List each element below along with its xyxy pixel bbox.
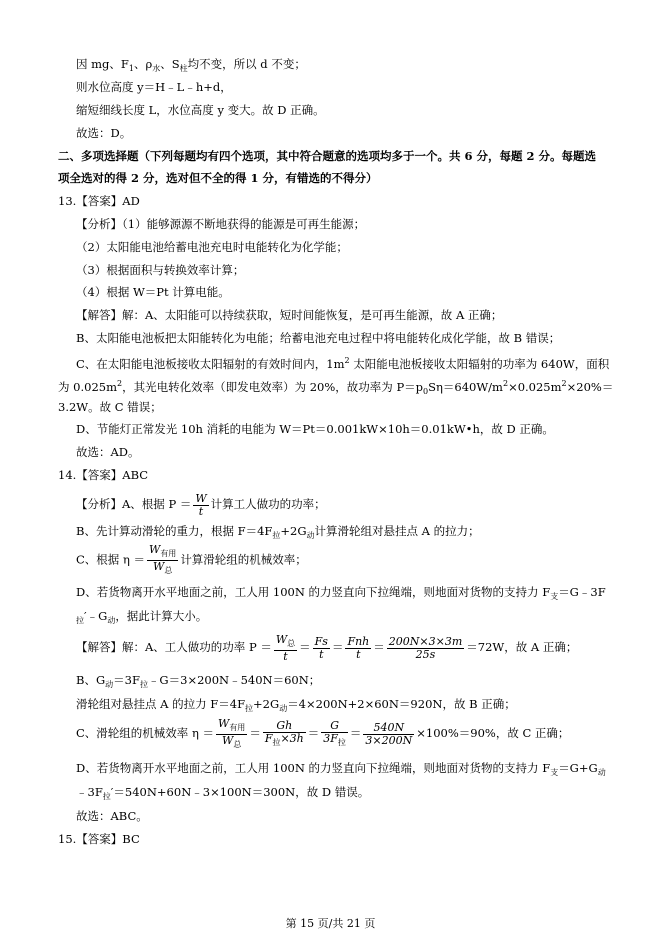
page-footer: 第 15 页/共 21 页 — [285, 917, 376, 930]
q13-solution-6: D、节能灯正常发光 10h 消耗的电能为 W＝Pt＝0.001kW×10h＝0.01kW•h，故 D 正确。 — [76, 422, 554, 436]
q13-solution-2: B、太阳能电池板把太阳能转化为电能；给蓄电池充电过程中将电能转化成化学能，故 B 错误； — [76, 331, 561, 345]
q13-solution-5: 3.2W。故 C 错误； — [58, 400, 162, 414]
prev-line-4: 故选：D。 — [76, 126, 132, 140]
fraction-power-value: $\frac{200N\times 3\times 3m}{25s}$ — [388, 634, 463, 661]
fraction-g-over-3f: $\frac{G}{3F_拉}$ — [323, 718, 346, 747]
q14-analysis-4: D、若货物离开水平地面之前，工人用 100N 的力竖直向下拉绳端，则地面对货物的支持力 $F_支=G﹣3F$ — [76, 585, 606, 601]
fraction-gh-over-f3h: $\frac{Gh}{F_拉\times 3h}$ — [264, 718, 304, 747]
q15-answer-header: 15.【答案】BC — [58, 832, 140, 846]
q13-solution-3: C、在太阳能电池板接收太阳辐射的有效时间内，$1m^2$ 太阳能电池板接收太阳辐射的功率为 640W，面积 — [76, 356, 610, 371]
fraction-efficiency: $\frac{W_{有用}}{W_总}$ — [149, 543, 177, 575]
q14-solution-4: C、滑轮组的机械效率 η ＝ $\frac{W_{有用}}{W_总}$ ＝ $\frac{Gh}{F_拉\times 3h}$ ＝ $\frac{G}{3F_拉}$ ＝ $\frac{540N}{3\times 200N}$ ×100%＝90%，故 C 正确； — [76, 716, 570, 749]
q14-solution-6: $﹣3F_拉'=540N+60N﹣3\times 100N=300N$，故 D 错误。 — [76, 785, 370, 801]
prev-line-1: 因 mg、$F_1$、$\rho_水$、$S_柱$均不变，所以 d 不变； — [76, 57, 306, 73]
fraction-fs-over-t: $\frac{Fs}{t}$ — [314, 634, 328, 661]
fraction-useful-over-total: $\frac{W_{有用}}{W_总}$ — [218, 716, 246, 749]
q13-analysis-3: （3）根据面积与转换效率计算； — [76, 263, 245, 277]
q14-choice: 故选：ABC。 — [76, 809, 148, 823]
q13-choice: 故选：AD。 — [76, 445, 140, 459]
q14-analysis-3: C、根据 η ＝ $\frac{W_{有用}}{W_总}$ 计算滑轮组的机械效率； — [76, 543, 307, 575]
q14-solution-1: 【解答】解：A、工人做功的功率 P ＝ $\frac{W_总}{t}$ ＝ $\frac{Fs}{t}$ ＝ $\frac{\text{Fnh}}{t}$ ＝ $\frac{200N\times 3\times 3m}{25s}$ ＝72W，故 A 正确； — [76, 632, 578, 663]
q13-solution-4: 为 $0.025m^2$，其光电转化效率（即发电效率）为 20%，故功率为 $P=p_0S\eta=640W/m^2\times 0.025m^2\times 20\%=$ — [58, 379, 614, 396]
fraction-w-over-t: $\frac{W}{t}$ — [195, 491, 207, 518]
q14-solution-5: D、若货物离开水平地面之前，工人用 100N 的力竖直向下拉绳端，则地面对货物的支持力 $F_支=G+G_动$ — [76, 761, 606, 777]
prev-line-3: 缩短细线长度 L，水位高度 y 变大。故 D 正确。 — [76, 103, 325, 117]
q14-answer-header: 14.【答案】ABC — [58, 468, 149, 482]
q14-analysis-5: $_拉'﹣G_动$，据此计算大小。 — [76, 609, 208, 625]
section-heading-line-2: 项全选对的得 2 分，选对但不全的得 1 分，有错选的不得分） — [58, 171, 378, 185]
q13-analysis-1: 【分析】（1）能够源源不断地获得的能源是可再生能源； — [76, 217, 366, 231]
fraction-efficiency-value: $\frac{540N}{3\times 200N}$ — [365, 720, 413, 747]
fraction-wtotal-over-t: $\frac{W_总}{t}$ — [275, 632, 296, 663]
prev-line-2: 则水位高度 y＝H﹣L﹣h+d， — [76, 80, 232, 94]
q14-analysis-2: B、先计算动滑轮的重力，根据 $F=4F_拉+2G_动$计算滑轮组对悬挂点 A 的拉力； — [76, 524, 480, 540]
q13-analysis-2: （2）太阳能电池给蓄电池充电时电能转化为化学能； — [76, 240, 348, 254]
section-heading-line-1: 二、多项选择题（下列每题均有四个选项，其中符合题意的选项均多于一个。共 6 分，每题 2 分。每题选 — [58, 149, 597, 163]
q14-analysis-1: 【分析】A、根据 P ＝ $\frac{W}{t}$ 计算工人做功的功率； — [76, 491, 326, 518]
fraction-fnh-over-t: $\frac{\text{Fnh}}{t}$ — [347, 634, 370, 661]
q13-answer-header: 13.【答案】AD — [58, 194, 140, 208]
q13-analysis-4: （4）根据 W＝Pt 计算电能。 — [76, 285, 230, 299]
q13-solution-1: 【解答】解：A、太阳能可以持续获取，短时间能恢复，是可再生能源，故 A 正确； — [76, 308, 503, 322]
q14-solution-2: B、$G_动=3F_拉﹣G=3\times 200N﹣540N=60N$； — [76, 673, 321, 689]
q14-solution-3: 滑轮组对悬挂点 A 的拉力 $F=4F_拉+2G_动=4\times 200N+2\times 60N=920N$，故 B 正确； — [76, 697, 516, 713]
